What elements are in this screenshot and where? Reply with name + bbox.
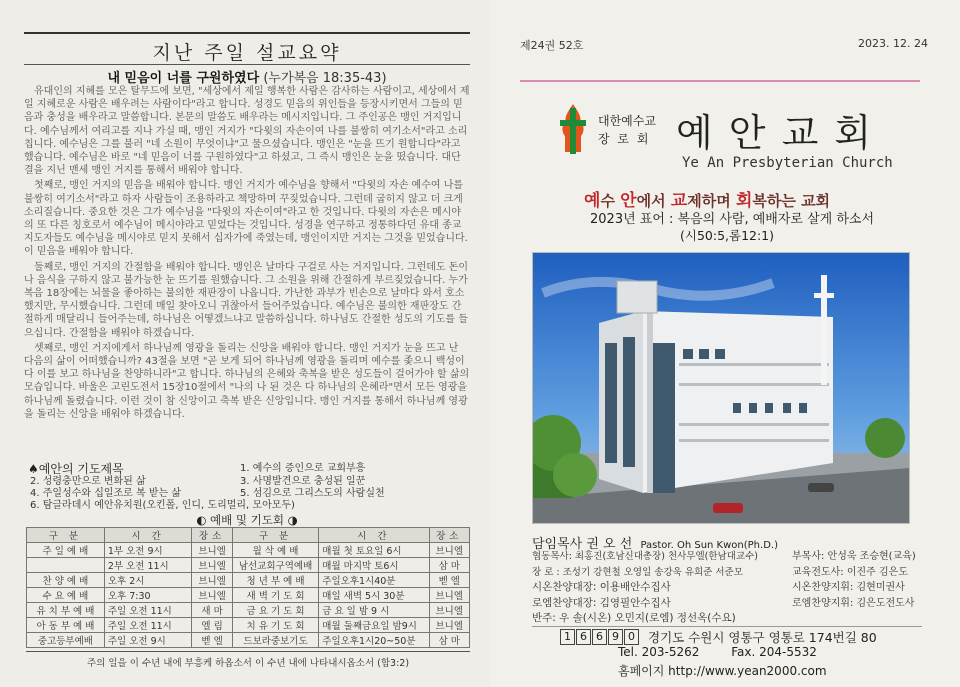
section-title: 지난 주일 설교요약 <box>152 42 342 64</box>
schedule-cell: 삼 마 <box>429 633 470 648</box>
schedule-header: 구 분 <box>232 528 318 543</box>
schedule-cell: 브니엘 <box>429 618 470 633</box>
sermon-paragraph: 셋째로, 맹인 거지에게서 하나님께 영광을 돌리는 신앙을 배워야 합니다. 맹인 거지가 눈을 뜨고 난 다음의 삶이 어떠했습니까? 43절을 보면 "곧 보게 되어 하나님께 영광을 돌리며 예수를 좇으니 백성이 다 이를 보고 하나님을 찬양하니라"고 합니다. 하나님의 은혜와 축복을 받은 성도들이 걸어가야 할 삶의 모습입니다. 바울은 고린도전서 15장10절에서 "나의 나 된 것은 다 하나님의 은혜라"면서 모든 영광을 하나님께 돌렸습니다. 이런 것이 참 신앙이고 축복 받은 신앙입니다. 맹인 거지를 통해서 하나님께 영광을 돌리는 신앙을 배워야 하겠습니다. <box>24 342 470 420</box>
schedule-header-row <box>27 528 470 543</box>
header-rule <box>520 80 920 82</box>
prayer-item: 5. 섬김으로 그리스도의 사람실천 <box>240 488 385 499</box>
sermon-title: 내 믿음이 너를 구원하였다 <box>107 71 260 86</box>
schedule-header: 구 분 <box>27 528 105 543</box>
schedule-cell: 오후 2시 <box>104 573 192 588</box>
schedule-cell: 금 요 일 밤 9 시 <box>319 603 429 618</box>
schedule-row <box>27 603 470 618</box>
postal-code-digit: 1 <box>560 629 575 645</box>
schedule-header: 시 간 <box>319 528 429 543</box>
staff-line: 로엠찬양지휘: 김은도전도사 <box>792 597 915 609</box>
footer-verse: 주의 일을 이 수년 내에 부흥케 하옵소서 이 수년 내에 나타내시옵소서 (합3:2) <box>86 658 410 669</box>
bulletin-date: 2023. 12. 24 <box>858 37 928 50</box>
schedule-cell: 벧 엘 <box>192 633 232 648</box>
sermon-reference: (누가복음 18:35-43) <box>263 71 387 86</box>
slogan-text: 예수 안에서 교제하며 회복하는 교회 <box>584 191 831 211</box>
schedule-cell: 새 벽 기 도 회 <box>232 588 318 603</box>
pastor-name-english: Pastor. Oh Sun Kwon(Ph.D.) <box>640 540 778 551</box>
sermon-paragraph: 첫째로, 맹인 거지의 믿음을 배워야 합니다. 맹인 거지가 예수님을 향해서 "다윗의 자손 예수여 나를 불쌍히 여기소서"라고 하자 사람들이 조용하라고 책망하며 꾸짖었습니다. 그런데 굽히지 않고 더 크게 소리질습니다. 중요한 것은 그가 예수님을 "다윗의 자손이여"라고 한 것입니다. 다윗의 자손은 메시야의 또 다른 칭호로서 예수님이 메시야라고 믿었다는 것입니다. 성경을 연구하고 정통하다던 유대 종교 지도자들도 예수님을 메시야로 믿지 못해서 십자가에 죽였는데, 맹인이지만 거지는 그것을 믿었습니다. 이 믿음을 배워야 합니다. <box>24 180 468 258</box>
schedule-cell: 브니엘 <box>429 543 470 558</box>
schedule-cell: 브니엘 <box>192 543 232 558</box>
prayer-item: 2. 성령충만으로 변화된 삶 <box>30 476 146 487</box>
fax: Fax. 204-5532 <box>731 645 817 659</box>
schedule-cell: 유 치 부 예 배 <box>27 603 105 618</box>
staff-list-right <box>792 549 952 611</box>
schedule-row <box>27 543 470 558</box>
schedule-cell: 매월 둘째금요일 밤9시 <box>319 618 429 633</box>
schedule-cell: 드보라중보기도 <box>232 633 318 648</box>
staff-line: 반주: 우 솔(시온) 오민지(로엠) 정선옥(수요) <box>532 612 736 624</box>
homepage-link[interactable]: 홈페이지 http://www.yean2000.com <box>618 664 827 678</box>
schedule-title: ◐ 예배 및 기도회 ◑ <box>196 513 298 527</box>
sermon-heading <box>24 67 470 86</box>
title-underline <box>24 64 470 65</box>
schedule-cell: 매월 첫 토요일 6시 <box>319 543 429 558</box>
pastor-name-korean: 담임목사 권 오 선 <box>532 537 633 552</box>
schedule-cell: 주일 오전 9시 <box>104 633 192 648</box>
right-page <box>490 0 960 687</box>
schedule-header: 장소 <box>429 528 470 543</box>
schedule-cell: 주일오후1시40분 <box>319 573 429 588</box>
staff-line: 부목사: 안성욱 조승현(교육) <box>792 551 916 562</box>
schedule-row <box>27 618 470 633</box>
motto-line-1: 2023년 표어 : 복음의 사람, 예배자로 살게 하소서 <box>590 212 875 227</box>
schedule-cell: 금 요 기 도 회 <box>232 603 318 618</box>
staff-line: 협동목사: 최홍진(호남신대총장) 천사무엘(한남대교수) <box>532 551 758 562</box>
schedule-body <box>27 543 470 648</box>
church-logo-icon <box>556 102 590 154</box>
staff-line: 장 로 : 조성기 강현철 오영일 송강욱 유희준 서준모 <box>532 566 743 578</box>
schedule-cell: 오후 7:30 <box>104 588 192 603</box>
schedule-row <box>27 588 470 603</box>
schedule-cell: 새 마 <box>192 603 232 618</box>
postal-code-digit: 9 <box>608 629 623 645</box>
schedule-cell: 매월 마지막 토6시 <box>319 558 429 573</box>
schedule-cell: 엘 림 <box>192 618 232 633</box>
address-text: 경기도 수원시 영통구 영통로 174번길 80 <box>648 630 877 645</box>
schedule-cell <box>27 558 105 573</box>
denomination-line-2: 장 로 회 <box>598 132 651 146</box>
schedule-cell: 브니엘 <box>192 573 232 588</box>
postal-address <box>560 628 877 646</box>
schedule-cell: 찬 양 예 배 <box>27 573 105 588</box>
title-rule <box>24 32 470 34</box>
schedule-cell: 주 일 예 배 <box>27 543 105 558</box>
prayer-heading: ♠예안의 기도제목 <box>28 462 124 476</box>
schedule-cell: 아 동 부 예 배 <box>27 618 105 633</box>
schedule-row <box>27 558 470 573</box>
postal-code-digit: 6 <box>592 629 607 645</box>
postal-code-digit: 0 <box>624 629 639 645</box>
church-building-image <box>532 252 910 524</box>
schedule-cell: 매일 새벽 5시 30분 <box>319 588 429 603</box>
contact-rule <box>532 626 922 627</box>
schedule-header: 시 간 <box>104 528 192 543</box>
schedule-cell: 주일 오전 11시 <box>104 603 192 618</box>
schedule-cell: 벧 엘 <box>429 573 470 588</box>
staff-line: 시온찬양지휘: 김현미권사 <box>792 582 905 593</box>
sermon-paragraph: 유대인의 지혜를 모은 탈무드에 보면, "세상에서 제일 행복한 사람은 감사하는 사람이고, 세상에서 제일 지혜로운 사람은 배우려는 사람이다"라고 합니다. 성경도 믿음의 위인들을 등장시키면서 그들의 믿음과 충성을 배우라고 말씀합니다. 본문의 말씀도 배우라는 메시지입니다. 그 주인공은 맹인 거지입니다. 예수님께서 여리고를 지나 가실 때, 맹인 거지가 "다윗의 자손이여 나를 불쌍히 여기소서"라고 소리칩니다. 예수님은 그를 불러 "네 소원이 무엇이냐"고 물으셨습니다. 맹인은 "눈을 뜨기 원합니다"라고 했습니다. 예수님은 바로 "네 믿음이 너를 구원하였다"고 하셨고, 그 즉시 맹인은 눈을 떴습니다. 대단결을 지닌 맨세 맹인 거지를 통해서 배워야 합니다. <box>24 86 470 177</box>
schedule-table <box>26 527 470 648</box>
prayer-item: 4. 주일성수와 십일조로 복 받는 삶 <box>30 488 182 499</box>
staff-line: 교육전도사: 이진주 김은도 <box>792 566 908 578</box>
schedule-cell: 주일오후1시20~50분 <box>319 633 429 648</box>
schedule-cell: 중고등부예배 <box>27 633 105 648</box>
staff-list-left <box>532 549 792 627</box>
prayer-item: 3. 사명발견으로 충성된 일꾼 <box>240 476 366 487</box>
staff-line: 로엠찬양대장: 김영필안수집사 <box>532 596 671 609</box>
schedule-cell: 브니엘 <box>429 588 470 603</box>
schedule-cell: 수 요 예 배 <box>27 588 105 603</box>
footer-rule <box>26 651 470 652</box>
schedule-cell: 브니엘 <box>429 603 470 618</box>
schedule-cell: 치 유 기 도 회 <box>232 618 318 633</box>
volume-number: 제24권 52호 <box>520 39 584 52</box>
motto-line-2: (시50:5,롬12:1) <box>680 228 775 243</box>
postal-code-digit: 6 <box>576 629 591 645</box>
church-name-english: Ye An Presbyterian Church <box>682 155 893 171</box>
schedule-row <box>27 633 470 648</box>
schedule-cell: 주일 오전 11시 <box>104 618 192 633</box>
schedule-row <box>27 573 470 588</box>
schedule-cell: 브니엘 <box>192 588 232 603</box>
schedule-cell: 2부 오전 11시 <box>104 558 192 573</box>
schedule-header: 장소 <box>192 528 232 543</box>
schedule-cell: 월 삭 예 배 <box>232 543 318 558</box>
prayer-item: 6. 탐글라데시 예안유치원(오킨폴, 인디, 도리멀리, 모아모두) <box>30 500 295 511</box>
schedule-cell: 1부 오전 9시 <box>104 543 192 558</box>
denomination-line-1: 대한예수교 <box>598 114 656 128</box>
schedule-cell: 삼 마 <box>429 558 470 573</box>
telephone: Tel. 203-5262 <box>618 645 700 659</box>
sermon-paragraph: 둘째로, 맹인 거지의 간절함을 배워야 합니다. 맹인은 날마다 구걸로 사는 거지입니다. 그런데도 돈이나 음식을 구하지 않고 불가능한 눈 뜨기를 원했습니다. 그 소원을 위해 간절하게 부르짖었습니다. 누가복음 18장에는 뇌물을 좋아하는 불의한 재판장이 나옵니다. 가난한 과부가 빈손으로 날마다 와서 호소했지만, 무시했습니다. 그런데 매일 찾아오니 귀찮아서 들어주었습니다. 예수님은 불의한 재판장도 간절하게 매달리니 들어주는데, 하나님은 어떻겠느냐고 말씀하십니다. 하나님도 간절한 성도의 기도를 들으십니다. 간절함을 배워야 하겠습니다. <box>24 261 469 339</box>
schedule-cell: 청 년 부 예 배 <box>232 573 318 588</box>
sermon-summary <box>24 85 470 457</box>
schedule-cell: 남선교회구역예배 <box>232 558 318 573</box>
church-name: 예 안 교 회 <box>676 111 874 155</box>
phone-fax <box>618 645 817 659</box>
prayer-item: 1. 예수의 증인으로 교회부흥 <box>240 463 366 474</box>
staff-line: 시온찬양대장: 이용배안수집사 <box>532 581 671 593</box>
schedule-cell: 브니엘 <box>192 558 232 573</box>
